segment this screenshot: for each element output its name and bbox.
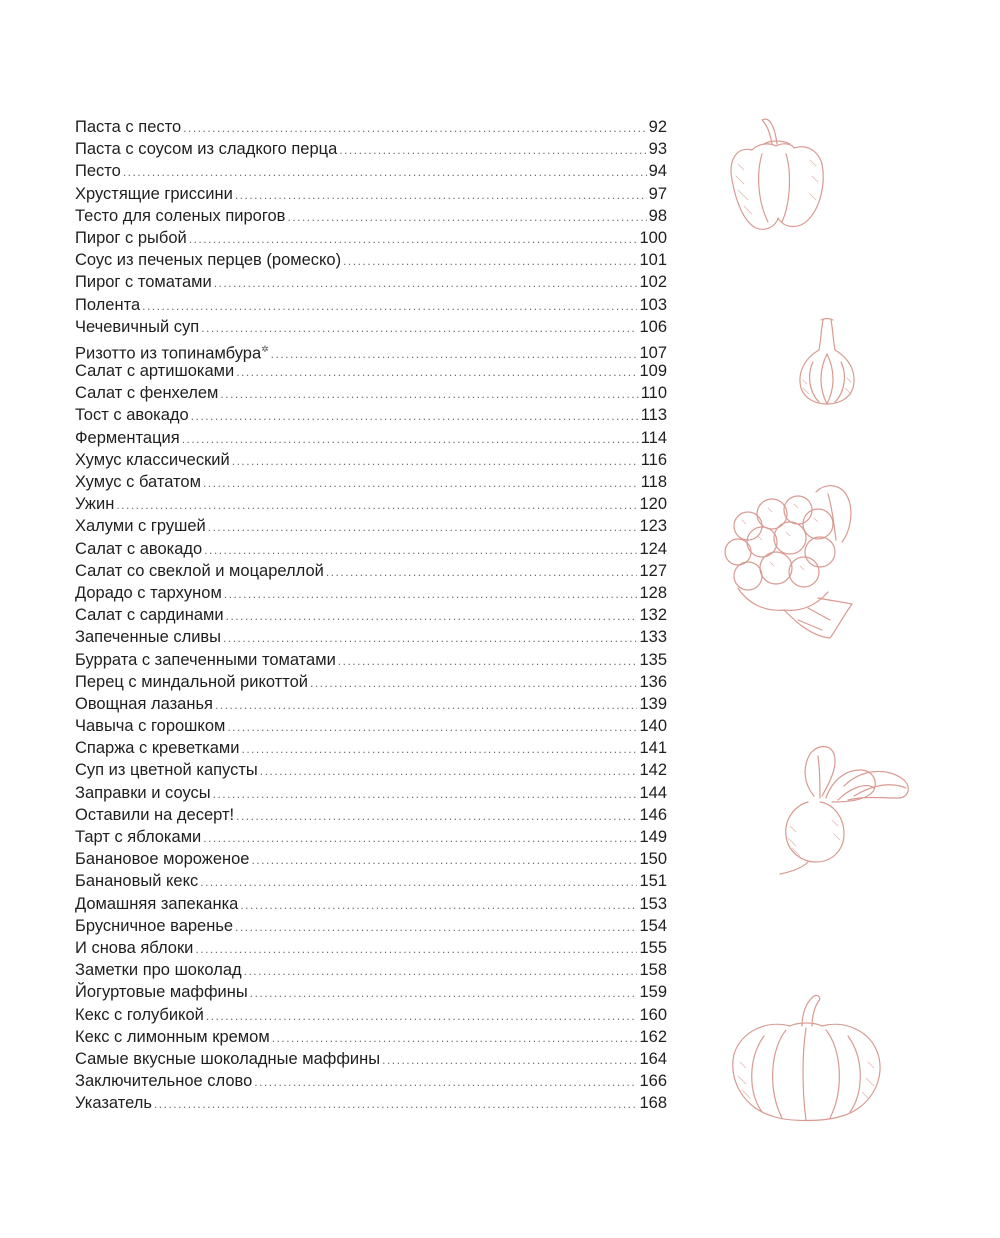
- dot-leader: [338, 650, 638, 672]
- toc-entry-title-text: Оставили на десерт!: [75, 805, 235, 824]
- toc-entry-title: [75, 782, 211, 804]
- toc-entry-title-text: Спаржа с креветками: [75, 739, 240, 758]
- toc-entry: [75, 360, 667, 382]
- toc-entry-title: [75, 604, 224, 626]
- toc-entry-title-text: Заправки и соусы: [75, 783, 211, 802]
- toc-entry-title-text: Тарт с яблоками: [75, 828, 202, 846]
- toc-entry: [75, 249, 667, 271]
- toc-entry-title-text: Заключительное слово: [75, 1072, 253, 1091]
- toc-entry-title-text: Дорадо с тархуном: [75, 583, 222, 602]
- toc-entry-title-text: Домашняя запеканка: [75, 894, 239, 913]
- toc-entry: [75, 427, 667, 449]
- dot-leader: [235, 916, 637, 938]
- toc-entry-title-text: И снова яблоки: [75, 938, 194, 957]
- toc-entry-page-number: 159: [639, 983, 667, 1002]
- toc-entry: [75, 515, 667, 537]
- toc-entry-title: [75, 183, 233, 205]
- toc-entry-title-text: Пирог с рыбой: [75, 228, 187, 247]
- toc-entry-title: [75, 471, 201, 493]
- toc-entry-title-text: Самые вкусные шоколадные маффины: [75, 1049, 381, 1068]
- dot-leader: [236, 361, 637, 383]
- toc-entry-page-number: 116: [640, 450, 667, 469]
- toc-entry: [75, 294, 667, 316]
- dot-leader: [224, 583, 638, 605]
- toc-entry-title: [75, 737, 240, 759]
- toc-entry: [75, 671, 667, 693]
- dot-leader: [226, 605, 638, 627]
- dot-leader: [116, 494, 637, 516]
- toc-entry-title: [75, 959, 242, 981]
- toc-entry: [75, 560, 667, 582]
- dot-leader: [189, 228, 638, 250]
- dot-leader: [272, 1027, 638, 1049]
- toc-entry-title: [75, 1092, 152, 1114]
- toc-entry-page-number: 94: [648, 162, 667, 181]
- toc-entry-page-number: 154: [639, 916, 667, 935]
- toc-entry: [75, 1048, 667, 1070]
- toc-entry-title-text: Кекс с лимонным кремом: [75, 1027, 270, 1046]
- dot-leader: [227, 716, 637, 738]
- dot-leader: [142, 295, 637, 317]
- toc-entry-title-text: Ризотто из топинамбура: [75, 344, 262, 363]
- toc-entry: [75, 382, 667, 404]
- toc-entry: [75, 538, 667, 560]
- toc-entry-title: [75, 626, 221, 648]
- toc-entry: [75, 404, 667, 426]
- toc-entry-title: [75, 116, 181, 138]
- toc-entry-page-number: 102: [639, 273, 667, 292]
- toc-entry: [75, 449, 667, 471]
- toc-entry-page-number: 92: [648, 118, 667, 136]
- toc-entry-title-text: Салат со свеклой и моцареллой: [75, 561, 324, 580]
- toc-entry-title: [75, 427, 180, 449]
- toc-entry-title: [75, 1070, 252, 1092]
- toc-entry-title: [75, 671, 308, 693]
- toc-entry: [75, 826, 667, 848]
- toc-entry-page-number: 136: [639, 672, 667, 691]
- toc-entry: [75, 604, 667, 626]
- toc-entry-title: [75, 515, 206, 537]
- dot-leader: [208, 516, 638, 538]
- toc-entry: [75, 1004, 667, 1026]
- toc-entry-page-number: 146: [639, 805, 667, 824]
- dot-leader: [203, 827, 637, 849]
- toc-entry-title-text: Песто: [75, 162, 121, 181]
- toc-entry: [75, 116, 667, 138]
- toc-entry-page-number: 153: [639, 894, 667, 913]
- toc-entry-title-text: Буррата с запеченными томатами: [75, 650, 336, 669]
- toc-entry-title: [75, 649, 336, 671]
- toc-entry: [75, 1092, 667, 1114]
- dot-leader: [251, 849, 637, 871]
- dot-leader: [235, 184, 647, 206]
- toc-entry-title: [75, 937, 193, 959]
- dot-leader: [123, 161, 647, 183]
- toc-entry-title-text: Паста с соусом из сладкого перца: [75, 140, 338, 159]
- toc-entry-title-text: Соус из печеных перцев (ромеско): [75, 251, 342, 270]
- dot-leader: [191, 405, 639, 427]
- toc-entry-title: [75, 915, 233, 937]
- toc-entry-title-text: Салат с авокадо: [75, 539, 203, 558]
- dot-leader: [232, 450, 639, 472]
- toc-entry-title-text: Тесто для соленых пирогов: [75, 206, 286, 225]
- toc-entry-title-text: Салат с фенхелем: [75, 384, 219, 403]
- toc-entry-page-number: 160: [639, 1005, 667, 1024]
- dot-leader: [154, 1093, 638, 1115]
- toc-entry-page-number: 128: [639, 583, 667, 602]
- toc-entry-title: [75, 138, 337, 160]
- beetroot-icon: [774, 740, 914, 878]
- toc-entry-title: [75, 893, 238, 915]
- toc-entry-title-text: Запеченные сливы: [75, 628, 222, 647]
- toc-entry-title: [75, 582, 222, 604]
- dot-leader: [182, 428, 639, 450]
- toc-entry-page-number: 140: [639, 717, 667, 736]
- toc-entry-page-number: 135: [639, 650, 667, 669]
- dot-leader: [260, 760, 638, 782]
- toc-entry-page-number: 100: [639, 228, 667, 247]
- toc-entry: [75, 338, 667, 363]
- toc-entry: [75, 915, 667, 937]
- toc-entry-title: [75, 404, 189, 426]
- toc-entry-title-text: Банановое мороженое: [75, 850, 250, 869]
- dot-leader: [200, 871, 637, 893]
- dot-leader: [242, 738, 638, 760]
- toc-entry-title: [75, 449, 230, 471]
- toc-entry-title: [75, 715, 225, 737]
- toc-entry-page-number: 114: [640, 428, 667, 447]
- toc-entry-title: [75, 382, 218, 404]
- toc-entry-page-number: 127: [639, 561, 667, 580]
- toc-entry-title-text: Салат с сардинами: [75, 606, 224, 625]
- toc-entry: [75, 160, 667, 182]
- dot-leader: [254, 1071, 637, 1093]
- table-of-contents: [75, 116, 667, 1114]
- toc-entry: [75, 205, 667, 227]
- toc-entry-title: [75, 826, 201, 848]
- dot-leader: [223, 627, 637, 649]
- toc-entry: [75, 759, 667, 781]
- toc-entry-page-number: 139: [639, 694, 667, 713]
- toc-entry-title: [75, 870, 198, 892]
- garlic-icon: [795, 316, 859, 408]
- toc-entry-page-number: 158: [639, 961, 667, 980]
- dot-leader: [195, 938, 637, 960]
- toc-entry-title: [75, 316, 199, 338]
- dot-leader: [287, 206, 646, 228]
- toc-entry: [75, 848, 667, 870]
- toc-entry-title: [75, 249, 341, 271]
- toc-entry-title: [75, 1004, 204, 1026]
- toc-entry: [75, 804, 667, 826]
- toc-entry: [75, 715, 667, 737]
- toc-entry-page-number: 168: [639, 1094, 667, 1113]
- toc-entry-page-number: 113: [640, 406, 667, 425]
- toc-entry-title: [75, 160, 121, 182]
- toc-entry-title-text: Пирог с томатами: [75, 273, 212, 292]
- toc-entry-title-text: Хрустящие гриссини: [75, 184, 233, 203]
- toc-entry-page-number: 151: [639, 872, 667, 891]
- dot-leader: [343, 250, 637, 272]
- toc-entry-title: [75, 804, 234, 826]
- toc-entry-title-text: Чечевичный суп: [75, 317, 200, 336]
- toc-entry-page-number: 124: [639, 539, 667, 558]
- toc-entry: [75, 316, 667, 338]
- dot-leader: [204, 539, 637, 561]
- toc-entry-page-number: 123: [639, 517, 667, 536]
- dot-leader: [382, 1049, 637, 1071]
- toc-entry-title-text: Салат с артишоками: [75, 362, 235, 381]
- dot-leader: [214, 272, 638, 294]
- toc-entry-page-number: 150: [639, 850, 667, 869]
- toc-entry-title-text: Чавыча с горошком: [75, 717, 226, 736]
- toc-entry-page-number: 132: [639, 606, 667, 625]
- dot-leader: [250, 982, 638, 1004]
- dot-leader: [310, 672, 637, 694]
- toc-entry: [75, 693, 667, 715]
- toc-entry: [75, 959, 667, 981]
- bell-pepper-icon: [722, 114, 832, 236]
- toc-entry-page-number: 106: [639, 317, 667, 336]
- dot-leader: [326, 561, 638, 583]
- dot-leader: [203, 472, 639, 494]
- cauliflower-icon: [718, 480, 863, 642]
- toc-entry-title-text: Банановый кекс: [75, 872, 199, 891]
- toc-entry-page-number: 98: [648, 206, 667, 225]
- toc-entry-title-text: Перец с миндальной рикоттой: [75, 672, 308, 691]
- toc-entry-page-number: 120: [639, 495, 667, 514]
- toc-entry: [75, 937, 667, 959]
- dot-leader: [206, 1005, 638, 1027]
- toc-entry-title-text: Ферментация: [75, 428, 180, 447]
- dot-leader: [201, 317, 637, 339]
- toc-entry-page-number: 103: [639, 295, 667, 314]
- toc-entry-title: [75, 493, 114, 515]
- toc-entry-page-number: 144: [639, 783, 667, 802]
- toc-entry-title: [75, 981, 248, 1003]
- toc-entry-title: [75, 1048, 380, 1070]
- toc-entry: [75, 782, 667, 804]
- toc-entry-title-text: Полента: [75, 295, 141, 314]
- footnote-mark: ✲: [261, 343, 269, 354]
- toc-entry-title: [75, 848, 249, 870]
- toc-entry: [75, 493, 667, 515]
- toc-entry-page-number: 149: [639, 828, 667, 846]
- toc-entry-title-text: Овощная лазанья: [75, 694, 213, 713]
- dot-leader: [213, 783, 638, 805]
- toc-entry-title: [75, 759, 258, 781]
- toc-entry-title-text: Указатель: [75, 1094, 152, 1113]
- toc-entry: [75, 870, 667, 892]
- toc-entry-title-text: Ужин: [75, 495, 115, 514]
- toc-entry-page-number: 155: [639, 938, 667, 957]
- toc-entry: [75, 649, 667, 671]
- toc-entry-page-number: 166: [639, 1072, 667, 1091]
- toc-entry: [75, 227, 667, 249]
- toc-entry: [75, 271, 667, 293]
- toc-entry: [75, 893, 667, 915]
- dot-leader: [215, 694, 637, 716]
- toc-entry-title-text: Паста с песто: [75, 118, 182, 136]
- toc-entry-page-number: 118: [640, 473, 667, 491]
- toc-entry-page-number: 142: [639, 761, 667, 780]
- pumpkin-icon: [728, 992, 886, 1124]
- toc-entry-page-number: 93: [648, 140, 667, 159]
- toc-entry: [75, 183, 667, 205]
- toc-entry-title-text: Хумус с бататом: [75, 473, 201, 491]
- toc-entry-title: [75, 271, 212, 293]
- toc-entry-page-number: 110: [640, 384, 667, 403]
- toc-entry-title-text: Йогуртовые маффины: [75, 983, 248, 1002]
- toc-entry-title: [75, 294, 140, 316]
- dot-leader: [339, 139, 646, 161]
- dot-leader: [220, 383, 638, 405]
- dot-leader: [240, 894, 637, 916]
- toc-entry: [75, 981, 667, 1003]
- toc-entry-title: [75, 538, 202, 560]
- toc-entry: [75, 582, 667, 604]
- toc-entry-title: [75, 360, 234, 382]
- toc-entry-title-text: Тост с авокадо: [75, 406, 189, 425]
- toc-entry: [75, 737, 667, 759]
- dot-leader: [183, 117, 646, 139]
- toc-entry-page-number: 162: [639, 1027, 667, 1046]
- toc-entry-page-number: 133: [639, 628, 667, 647]
- toc-entry: [75, 626, 667, 648]
- toc-entry-title: [75, 560, 324, 582]
- toc-entry: [75, 138, 667, 160]
- toc-entry-page-number: 164: [639, 1049, 667, 1068]
- toc-entry-title: [75, 227, 187, 249]
- toc-entry-title: [75, 1026, 270, 1048]
- toc-entry-page-number: 97: [648, 184, 667, 203]
- toc-entry-title-text: Заметки про шоколад: [75, 961, 242, 980]
- toc-entry-page-number: 107: [639, 344, 667, 363]
- toc-entry: [75, 471, 667, 493]
- toc-entry-page-number: 141: [639, 739, 667, 758]
- dot-leader: [236, 805, 637, 827]
- toc-entry-title-text: Халуми с грушей: [75, 517, 206, 536]
- toc-entry-title: [75, 693, 213, 715]
- toc-entry-title-text: Брусничное варенье: [75, 916, 234, 935]
- dot-leader: [244, 960, 638, 982]
- toc-entry: [75, 1070, 667, 1092]
- toc-entry-title: [75, 205, 285, 227]
- toc-entry-page-number: 109: [639, 362, 667, 381]
- toc-entry-title-text: Кекс с голубикой: [75, 1005, 204, 1024]
- toc-entry-page-number: 101: [639, 251, 667, 270]
- toc-entry-title-text: Хумус классический: [75, 450, 230, 469]
- toc-entry: [75, 1026, 667, 1048]
- toc-entry-title-text: Суп из цветной капусты: [75, 761, 258, 780]
